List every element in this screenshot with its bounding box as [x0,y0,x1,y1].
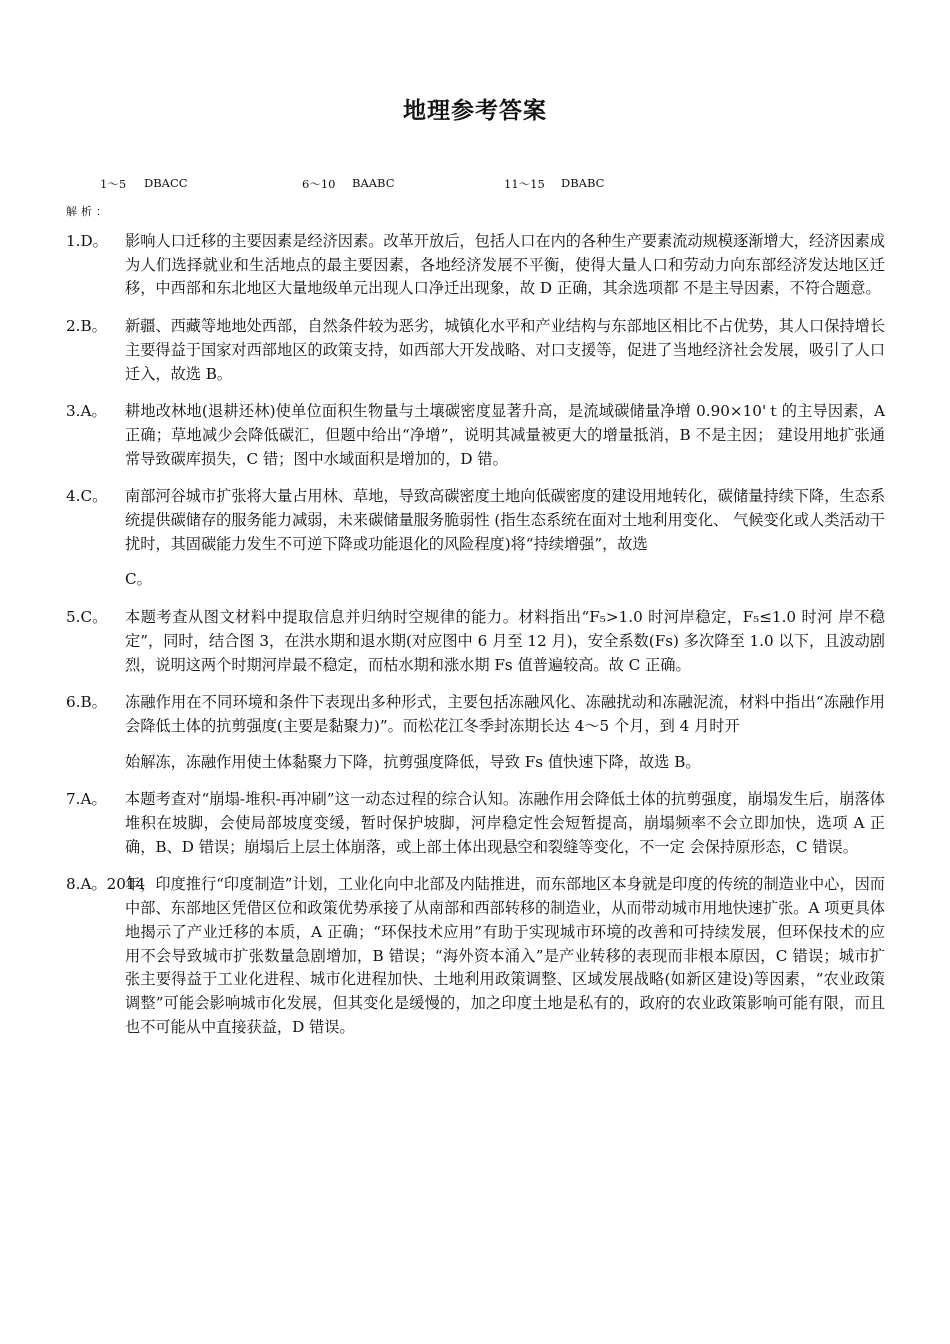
answer-key-range: 6～10 [302,177,336,191]
analysis-item [0,606,950,677]
answer-key-answers: DBABC [561,176,605,190]
item-text [125,606,885,677]
item-number: 5.C。 [66,608,108,627]
item-text [125,485,885,592]
item-number: 2.B。 [66,317,107,336]
item-paragraph: 新疆、西藏等地地处西部，自然条件较为恶劣，城镇化水平和产业结构与东部地区相比不占优势，其人口保持增长主要得益于国家对西部地区的政策支持，如西部大开发战略、对口支援等，促进了当地经济社会发展，吸引了人口迁入，故选 B。 [125,317,885,383]
item-number: 6.B。 [66,693,107,712]
item-text [125,400,885,471]
item-number: 4.C。 [66,487,108,506]
answer-key-answers: DBACC [144,176,188,190]
item-paragraph: 本题考查从图文材料中提取信息并归纳时空规律的能力。材料指出“F₅>1.0 时河岸稳定，F₅≤1.0 时河 岸不稳定”，同时，结合图 3，在洪水期和退水期(对应图中 6 月至 12 月)，安全系数(Fs) 多次降至 1.0 以下，且波动剧烈，说明这两个时期河岸最不稳定，而枯水期和涨水期 Fs 值普遍较高。故 C 正确。 [125,608,885,674]
item-paragraph: 冻融作用在不同环境和条件下表现出多种形式，主要包括冻融风化、冻融扰动和冻融泥流，材料中指出“冻融作用会降低土体的抗剪强度(主要是黏聚力)”。而松花江冬季封冻期长达 4～5 个月，到 4 月时开 [125,693,885,735]
answer-key-range: 11～15 [504,177,545,191]
item-text [125,230,885,301]
answer-key-range: 1～5 [100,177,127,191]
analysis-item [0,485,950,592]
answer-key-row [0,176,950,192]
item-number: 7.A。 [66,790,107,809]
analysis-item [0,873,950,1039]
analysis-item [0,691,950,774]
analysis-item [0,230,950,301]
page-title: 地理参考答案 [403,98,547,124]
item-paragraph: 耕地改林地(退耕还林)使单位面积生物量与土壤碳密度显著升高，是流域碳储量净增 0.90×10'ｔ的主导因素，A 正确；草地减少会降低碳汇，但题中给出“净增”，说明其减量被更大的增量抵消，B 不是主因； 建设用地扩张通常导致碳库损失，C 错；图中水域面积是增加的，D 错。 [125,402,885,468]
analysis-item [0,315,950,386]
analysis-label: 解析： [66,205,111,218]
item-text [125,788,885,859]
item-text [125,315,885,386]
item-number: 8.A。2014 [66,875,146,894]
item-paragraph: 始解冻，冻融作用使土体黏聚力下降，抗剪强度降低，导致 Fs 值快速下降，故选 B。 [125,752,701,771]
item-paragraph: 影响人口迁移的主要因素是经济因素。改革开放后，包括人口在内的各种生产要素流动规模逐渐增大，经济因素成为人们选择就业和生活地点的最主要因素，各地经济发展不平衡，使得大量人口和劳动力向东部经济发达地区迁移，中西部和东北地区大量地级单元出现人口净迁出现象，故 D 正确，其余选项都 不是主导因素，不符合题意。 [125,232,885,298]
item-paragraph: C。 [125,570,152,589]
item-number: 1.D。 [66,232,108,250]
item-paragraph: 本题考查对“崩塌-堆积-再冲刷”这一动态过程的综合认知。冻融作用会降低土体的抗剪强度，崩塌发生后，崩落体堆积在坡脚，会使局部坡度变缓，暂时保护坡脚，河岸稳定性会短暂提高，崩塌频率不会立即加快，选项 A 正确，B、D 错误；崩塌后上层土体崩落，或上部土体出现悬空和裂缝等变化，不一定 会保持原形态，C 错误。 [125,790,885,856]
item-text [125,691,885,774]
item-paragraph: 年，印度推行“印度制造”计划，工业化向中北部及内陆推进，而东部地区本身就是印度的传统的制造业中心，因而中部、东部地区凭借区位和政策优势承接了从南部和西部转移的制造业，从而带动城市用地快速扩张。A 项更具体地揭示了产业迁移的本质，A 正确；“环保技术应用”有助于实现城市环境的改善和可持续发展，但环保技术的应用不会导致城市扩张数量急剧增加，B 错误；“海外资本涌入”是产业转移的表现而非根本原因，C 错误；城市扩张主要得益于工业化进程、城市化进程加快、土地利用政策调整、区域发展战略(如新区建设)等因素，“农业政策调整”可能会影响城市化发展，但其变化是缓慢的，加之印度土地是私有的，政府的农业政策影响可能有限，而且也不可能从中直接获益，D 错误。 [125,875,885,1036]
item-paragraph: 南部河谷城市扩张将大量占用林、草地，导致高碳密度土地向低碳密度的建设用地转化，碳储量持续下降，生态系统提供碳储存的服务能力减弱，未来碳储量服务脆弱性 (指生态系统在面对土地利用变化、 气候变化或人类活动干扰时，其固碳能力发生不可逆下降或功能退化的风险程度)将“持续增强”，故选 [125,487,885,553]
item-number: 3.A。 [66,402,107,421]
item-text [125,873,885,1039]
analysis-item [0,788,950,859]
answer-key-answers: BAABC [352,176,395,190]
analysis-item [0,400,950,471]
analysis-list [0,230,950,1053]
